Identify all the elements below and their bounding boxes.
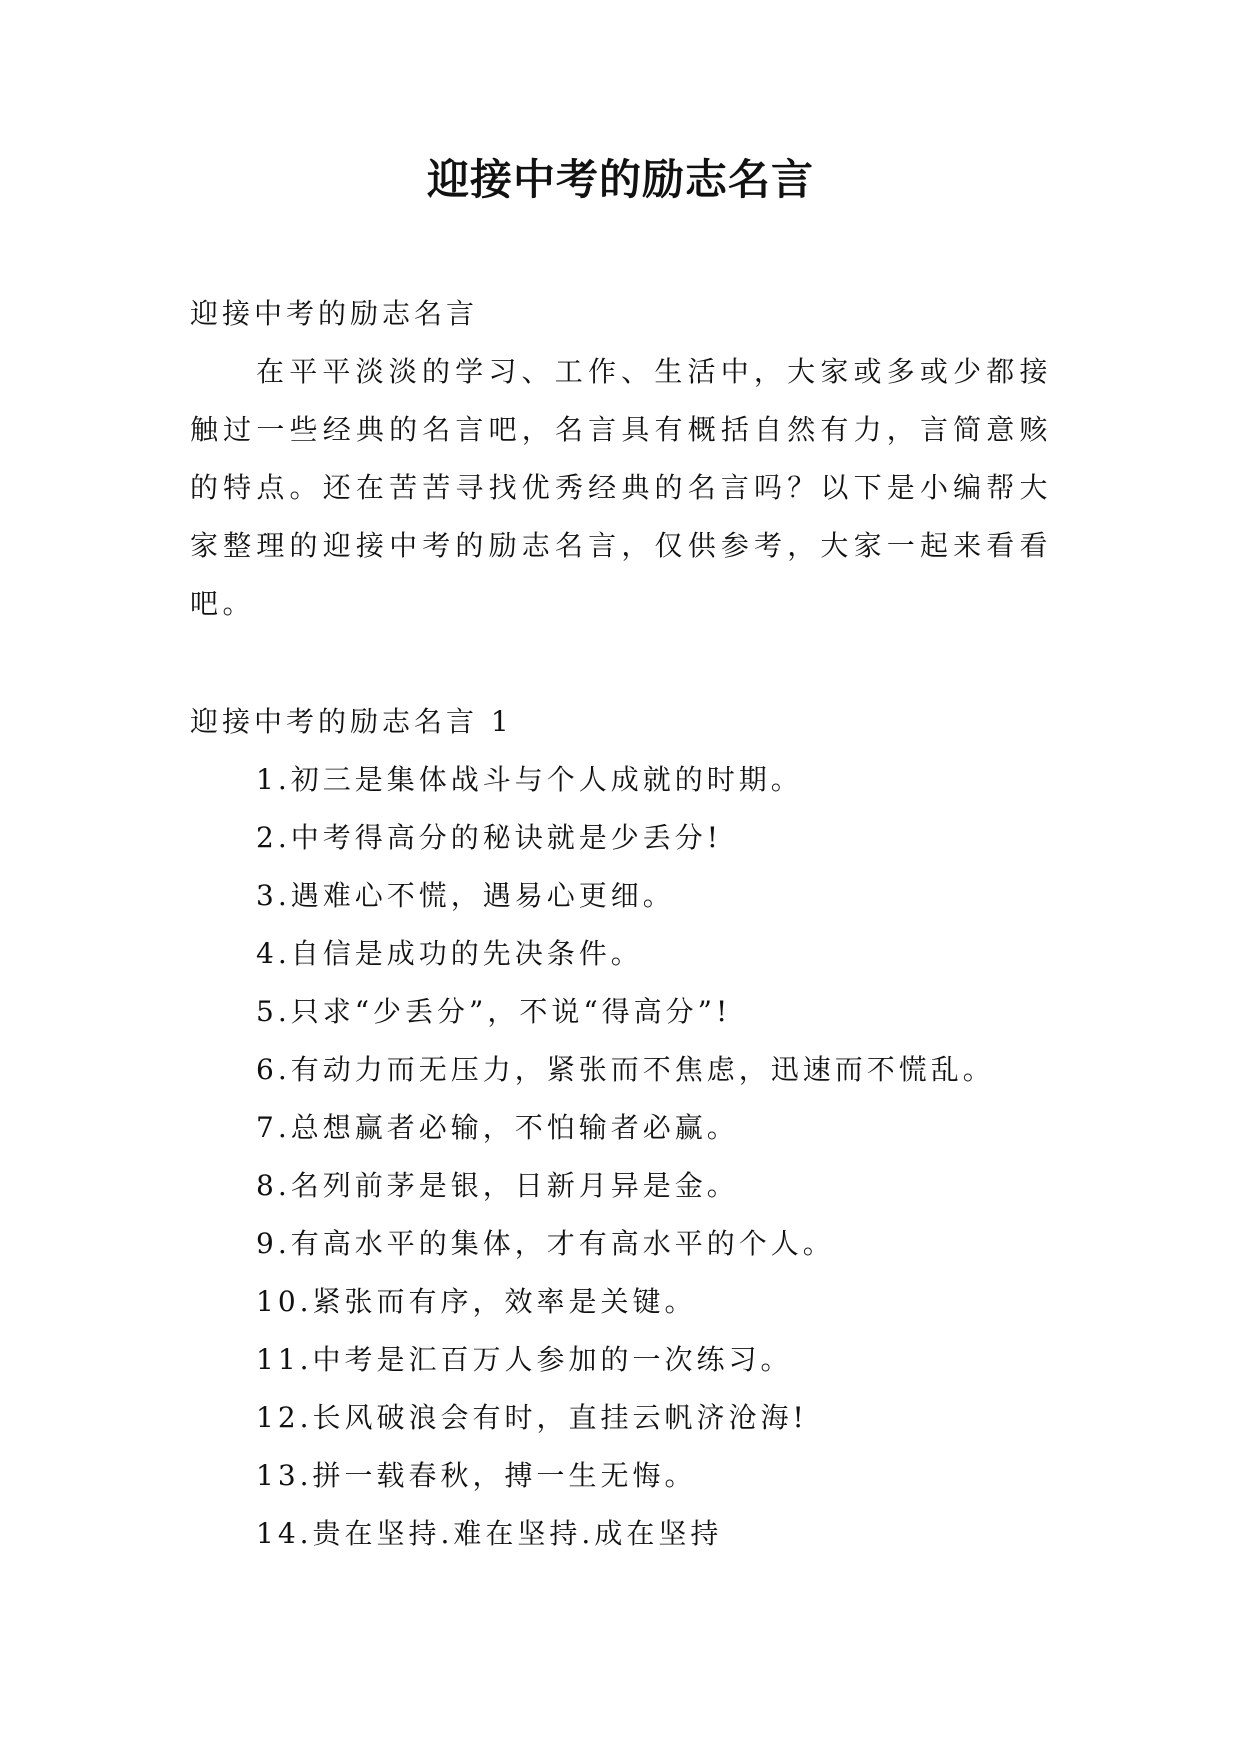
quote-item: 4.自信是成功的先决条件。 [256, 937, 643, 970]
quote-item: 13.拼一载春秋，搏一生无悔。 [256, 1459, 697, 1492]
quote-item: 6.有动力而无压力，紧张而不焦虑，迅速而不慌乱。 [256, 1053, 995, 1086]
document-title: 迎接中考的励志名言 [426, 155, 814, 204]
quote-item: 7.总想赢者必输，不怕输者必赢。 [256, 1111, 739, 1144]
quote-item: 1.初三是集体战斗与个人成就的时期。 [256, 763, 803, 796]
section-heading: 迎接中考的励志名言 [190, 297, 479, 330]
quote-item: 9.有高水平的集体，才有高水平的个人。 [256, 1227, 835, 1260]
list-heading: 迎接中考的励志名言 1 [190, 705, 513, 738]
quote-item: 12.长风破浪会有时，直挂云帆济沧海! [256, 1401, 808, 1434]
quote-item: 8.名列前茅是银，日新月异是金。 [256, 1169, 739, 1202]
quote-item: 3.遇难心不慌，遇易心更细。 [256, 879, 675, 912]
quote-list [190, 751, 1050, 1563]
quote-item: 11.中考是汇百万人参加的一次练习。 [256, 1343, 793, 1376]
intro-paragraph: 在平平淡淡的学习、工作、生活中，大家或多或少都接触过一些经典的名言吧，名言具有概括自然有力，言简意赅的特点。还在苦苦寻找优秀经典的名言吗？以下是小编帮大家整理的迎接中考的励志名言，仅供参考，大家一起来看看吧。 [190, 355, 1052, 620]
quote-item: 2.中考得高分的秘诀就是少丢分! [256, 821, 722, 854]
quote-item: 10.紧张而有序，效率是关键。 [256, 1285, 697, 1318]
quote-item: 5.只求“少丢分”，不说“得高分”! [256, 995, 732, 1028]
quote-item: 14.贵在坚持.难在坚持.成在坚持 [256, 1517, 723, 1550]
